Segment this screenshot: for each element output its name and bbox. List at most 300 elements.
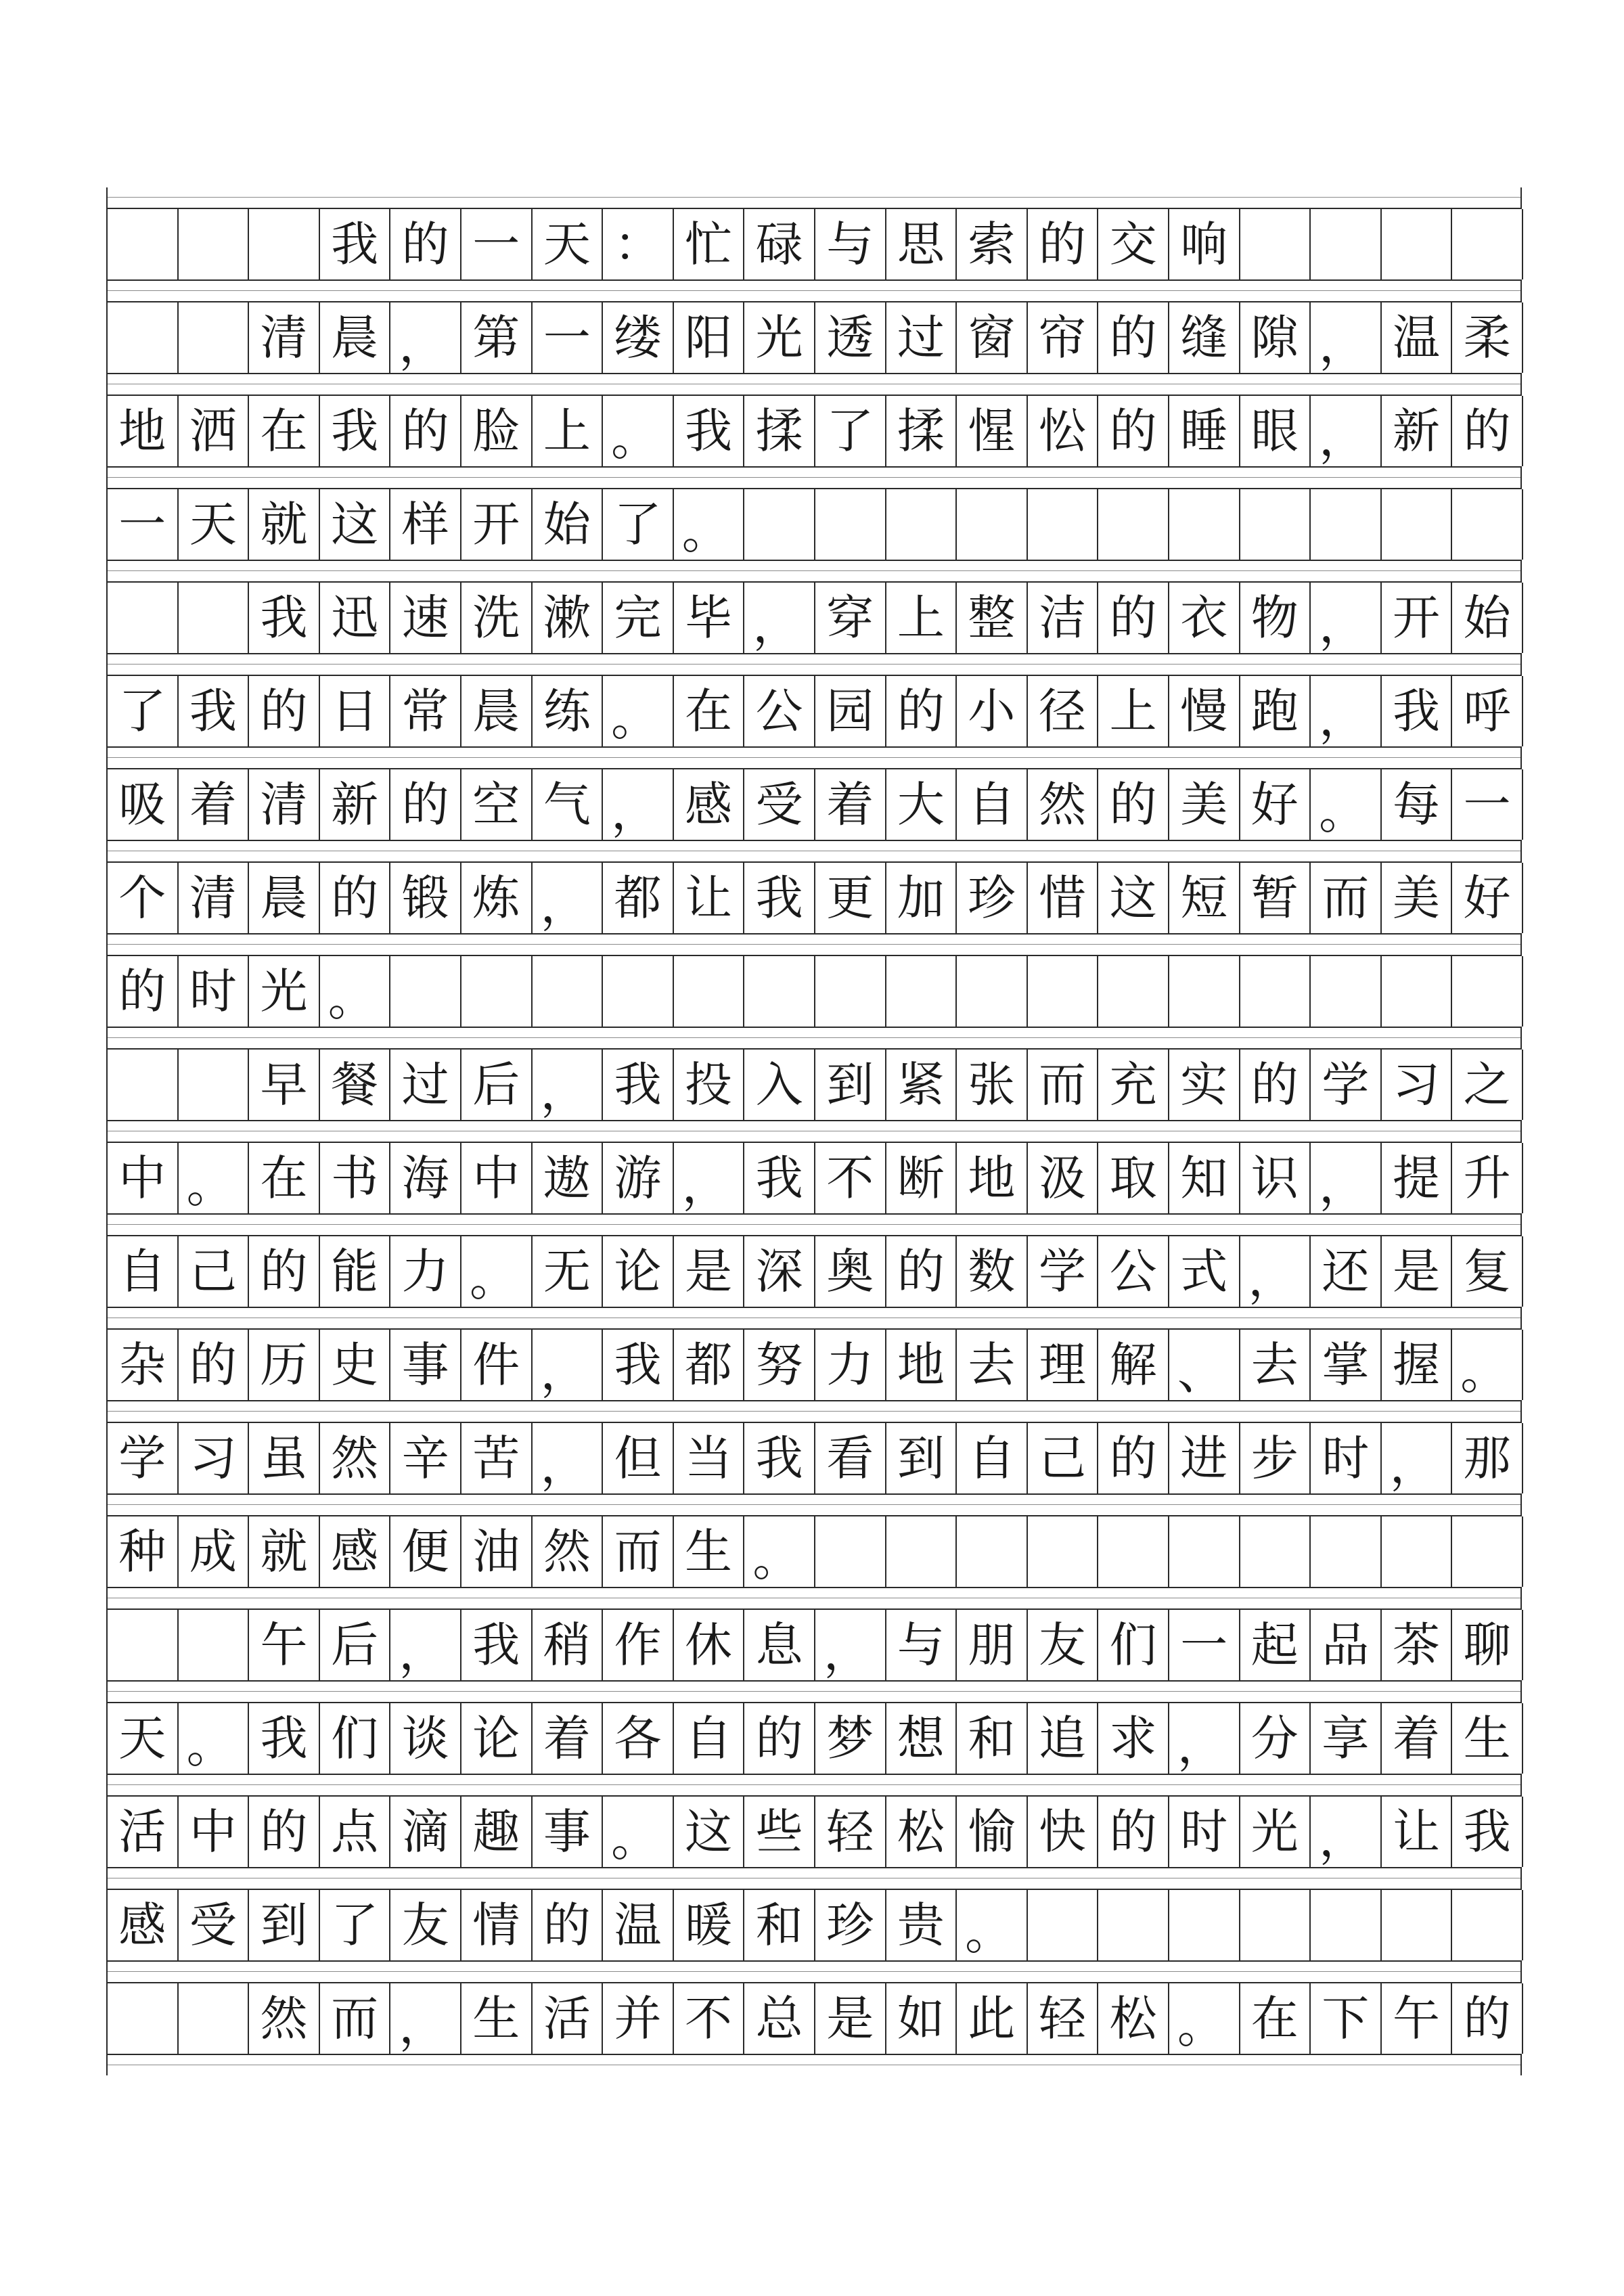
grid-cell: 光 <box>744 302 815 373</box>
grid-cell: 完 <box>603 583 674 653</box>
grid-cell: 始 <box>1452 583 1523 653</box>
grid-cell: 。 <box>179 1143 250 1213</box>
grid-cell: 到 <box>249 1890 320 1960</box>
grid-cell: 握 <box>1382 1330 1453 1400</box>
grid-cell: 和 <box>957 1703 1028 1774</box>
grid-cell: 感 <box>320 1516 391 1587</box>
grid-cell: 每 <box>1382 769 1453 840</box>
grid-cell: 奥 <box>815 1236 886 1307</box>
grid-cell: 清 <box>249 302 320 373</box>
grid-cell: 。 <box>320 956 391 1027</box>
grid-cell: 杂 <box>108 1330 179 1400</box>
empty-grid-cell <box>1311 956 1382 1027</box>
empty-grid-cell <box>108 1983 179 2054</box>
row-spacer <box>106 1682 1522 1702</box>
empty-grid-cell <box>1311 489 1382 560</box>
grid-cell: 。 <box>744 1516 815 1587</box>
grid-cell: 。 <box>1452 1330 1523 1400</box>
empty-grid-cell <box>957 1516 1028 1587</box>
grid-cell: 惜 <box>1028 863 1099 933</box>
grid-cell: 揉 <box>886 396 957 466</box>
grid-cell: 中 <box>179 1797 250 1867</box>
grid-cell: 洁 <box>1028 583 1099 653</box>
grid-row <box>106 1608 1522 1682</box>
grid-cell: 温 <box>1382 302 1453 373</box>
grid-cell: 我 <box>249 1703 320 1774</box>
empty-grid-cell <box>1240 1516 1311 1587</box>
empty-grid-cell <box>744 956 815 1027</box>
grid-cell: 的 <box>533 1890 604 1960</box>
grid-cell: 物 <box>1240 583 1311 653</box>
grid-cell: 梦 <box>815 1703 886 1774</box>
grid-cell: ， <box>815 1610 886 1680</box>
grid-cell: 更 <box>815 863 886 933</box>
grid-row <box>106 1048 1522 1121</box>
empty-grid-cell <box>1311 1516 1382 1587</box>
grid-row <box>106 1142 1522 1215</box>
grid-cell: 过 <box>886 302 957 373</box>
grid-cell: 自 <box>108 1236 179 1307</box>
grid-cell: 休 <box>674 1610 745 1680</box>
grid-cell: 好 <box>1240 769 1311 840</box>
row-spacer <box>106 1215 1522 1235</box>
grid-cell: 复 <box>1452 1236 1523 1307</box>
grid-row <box>106 1422 1522 1495</box>
grid-cell: 作 <box>603 1610 674 1680</box>
grid-cell: 贵 <box>886 1890 957 1960</box>
grid-cell: 我 <box>744 863 815 933</box>
grid-cell: 样 <box>390 489 461 560</box>
grid-cell: ， <box>390 302 461 373</box>
grid-cell: 。 <box>957 1890 1028 1960</box>
grid-cell: 后 <box>461 1050 533 1120</box>
grid-cell: ， <box>1311 396 1382 466</box>
grid-cell: 忙 <box>674 209 745 279</box>
grid-cell: 天 <box>533 209 604 279</box>
empty-grid-cell <box>108 1050 179 1120</box>
grid-cell: 眼 <box>1240 396 1311 466</box>
grid-cell: 的 <box>1028 209 1099 279</box>
grid-cell: 的 <box>179 1330 250 1400</box>
grid-cell: 件 <box>461 1330 533 1400</box>
grid-cell: 我 <box>1452 1797 1523 1867</box>
grid-cell: 大 <box>886 769 957 840</box>
empty-grid-cell <box>108 302 179 373</box>
empty-grid-cell <box>674 956 745 1027</box>
grid-cell: 响 <box>1169 209 1240 279</box>
empty-grid-cell <box>815 489 886 560</box>
grid-cell: 之 <box>1452 1050 1523 1120</box>
grid-row <box>106 1515 1522 1588</box>
grid-cell: 睡 <box>1169 396 1240 466</box>
grid-cell: 滴 <box>390 1797 461 1867</box>
grid-cell: 第 <box>461 302 533 373</box>
grid-cell: 感 <box>674 769 745 840</box>
grid-cell: 自 <box>957 769 1028 840</box>
grid-cell: 中 <box>461 1143 533 1213</box>
grid-cell: 能 <box>320 1236 391 1307</box>
grid-cell: 光 <box>1240 1797 1311 1867</box>
grid-cell: 论 <box>603 1236 674 1307</box>
row-spacer <box>106 748 1522 768</box>
grid-cell: 朋 <box>957 1610 1028 1680</box>
grid-cell: 生 <box>1452 1703 1523 1774</box>
grid-cell: 看 <box>815 1423 886 1493</box>
grid-cell: 到 <box>886 1423 957 1493</box>
grid-cell: 了 <box>320 1890 391 1960</box>
grid-cell: 我 <box>744 1143 815 1213</box>
grid-cell: 迅 <box>320 583 391 653</box>
empty-grid-cell <box>1452 1516 1523 1587</box>
grid-cell: ， <box>603 769 674 840</box>
row-spacer <box>106 1121 1522 1142</box>
empty-grid-cell <box>1098 956 1169 1027</box>
grid-cell: 习 <box>1382 1050 1453 1120</box>
empty-grid-cell <box>886 1516 957 1587</box>
empty-grid-cell <box>1028 956 1099 1027</box>
grid-cell: 提 <box>1382 1143 1453 1213</box>
grid-cell: 透 <box>815 302 886 373</box>
grid-cell: 新 <box>1382 396 1453 466</box>
grid-cell: 友 <box>390 1890 461 1960</box>
grid-cell: 锻 <box>390 863 461 933</box>
grid-cell: 、 <box>1169 1330 1240 1400</box>
empty-grid-cell <box>1169 1890 1240 1960</box>
grid-cell: 然 <box>1028 769 1099 840</box>
grid-cell: 跑 <box>1240 676 1311 746</box>
grid-cell: 吸 <box>108 769 179 840</box>
empty-grid-cell <box>1240 956 1311 1027</box>
grid-cell: 事 <box>533 1797 604 1867</box>
grid-cell: 习 <box>179 1423 250 1493</box>
empty-grid-cell <box>1240 1890 1311 1960</box>
grid-cell: 的 <box>390 396 461 466</box>
grid-cell: 。 <box>1169 1983 1240 2054</box>
empty-grid-cell <box>815 956 886 1027</box>
grid-cell: 但 <box>603 1423 674 1493</box>
grid-row <box>106 955 1522 1028</box>
grid-cell: 园 <box>815 676 886 746</box>
grid-cell: 的 <box>1452 396 1523 466</box>
grid-cell: 美 <box>1169 769 1240 840</box>
grid-cell: 上 <box>533 396 604 466</box>
grid-cell: 时 <box>1169 1797 1240 1867</box>
grid-cell: 茶 <box>1382 1610 1453 1680</box>
grid-cell: 公 <box>1098 1236 1169 1307</box>
grid-cell: 隙 <box>1240 302 1311 373</box>
grid-cell: 公 <box>744 676 815 746</box>
grid-cell: 的 <box>249 1236 320 1307</box>
grid-cell: 索 <box>957 209 1028 279</box>
grid-cell: 漱 <box>533 583 604 653</box>
row-spacer <box>106 841 1522 861</box>
grid-cell: 光 <box>249 956 320 1027</box>
grid-cell: 这 <box>674 1797 745 1867</box>
grid-cell: 洒 <box>179 396 250 466</box>
grid-cell: 好 <box>1452 863 1523 933</box>
grid-cell: 暂 <box>1240 863 1311 933</box>
grid-cell: 游 <box>603 1143 674 1213</box>
empty-grid-cell <box>1240 489 1311 560</box>
grid-cell: 我 <box>603 1050 674 1120</box>
grid-cell: 的 <box>1098 396 1169 466</box>
grid-row <box>106 1702 1522 1775</box>
row-spacer <box>106 1401 1522 1422</box>
grid-cell: 早 <box>249 1050 320 1120</box>
grid-row <box>106 1795 1522 1868</box>
grid-cell: 在 <box>249 396 320 466</box>
grid-cell: 晨 <box>461 676 533 746</box>
grid-row <box>106 581 1522 654</box>
grid-cell: 然 <box>533 1516 604 1587</box>
grid-cell: 练 <box>533 676 604 746</box>
grid-cell: 成 <box>179 1516 250 1587</box>
grid-cell: 品 <box>1311 1610 1382 1680</box>
grid-cell: 气 <box>533 769 604 840</box>
grid-cell: 开 <box>1382 583 1453 653</box>
grid-cell: 天 <box>108 1703 179 1774</box>
grid-cell: 知 <box>1169 1143 1240 1213</box>
grid-cell: 趣 <box>461 1797 533 1867</box>
grid-cell: 们 <box>320 1703 391 1774</box>
grid-cell: ， <box>1311 583 1382 653</box>
grid-cell: 是 <box>1382 1236 1453 1307</box>
empty-grid-cell <box>1028 489 1099 560</box>
grid-cell: 的 <box>390 769 461 840</box>
grid-cell: 碌 <box>744 209 815 279</box>
grid-cell: 历 <box>249 1330 320 1400</box>
grid-cell: 快 <box>1028 1797 1099 1867</box>
grid-cell: 实 <box>1169 1050 1240 1120</box>
grid-cell: 。 <box>1311 769 1382 840</box>
grid-cell: 松 <box>886 1797 957 1867</box>
grid-cell: 了 <box>603 489 674 560</box>
grid-cell: 们 <box>1098 1610 1169 1680</box>
title-row <box>106 208 1522 281</box>
grid-cell: 缝 <box>1169 302 1240 373</box>
grid-cell: 受 <box>179 1890 250 1960</box>
grid-cell: 的 <box>1240 1050 1311 1120</box>
empty-grid-cell <box>1311 209 1382 279</box>
grid-cell: 都 <box>674 1330 745 1400</box>
empty-grid-cell <box>179 1050 250 1120</box>
grid-cell: ： <box>603 209 674 279</box>
grid-cell: 活 <box>108 1797 179 1867</box>
grid-cell: 始 <box>533 489 604 560</box>
grid-cell: 追 <box>1028 1703 1099 1774</box>
grid-cell: 温 <box>603 1890 674 1960</box>
grid-cell: 聊 <box>1452 1610 1523 1680</box>
grid-cell: 让 <box>674 863 745 933</box>
grid-cell: 些 <box>744 1797 815 1867</box>
grid-cell: 事 <box>390 1330 461 1400</box>
grid-cell: 常 <box>390 676 461 746</box>
grid-cell: ， <box>533 1330 604 1400</box>
grid-cell: 时 <box>179 956 250 1027</box>
empty-grid-cell <box>1382 956 1453 1027</box>
grid-row <box>106 1328 1522 1401</box>
grid-cell: 与 <box>815 209 886 279</box>
grid-cell: 是 <box>674 1236 745 1307</box>
grid-cell: 一 <box>1452 769 1523 840</box>
grid-cell: 就 <box>249 489 320 560</box>
empty-grid-cell <box>1382 1890 1453 1960</box>
composition-grid-sheet <box>106 187 1522 2075</box>
grid-cell: 求 <box>1098 1703 1169 1774</box>
grid-cell: 晨 <box>249 863 320 933</box>
grid-cell: 地 <box>108 396 179 466</box>
grid-cell: 与 <box>886 1610 957 1680</box>
grid-cell: 当 <box>674 1423 745 1493</box>
row-spacer <box>106 1495 1522 1515</box>
grid-cell: 在 <box>249 1143 320 1213</box>
grid-cell: 学 <box>1311 1050 1382 1120</box>
empty-grid-cell <box>179 209 250 279</box>
grid-cell: 晨 <box>320 302 391 373</box>
grid-cell: 径 <box>1028 676 1099 746</box>
grid-cell: 而 <box>320 1983 391 2054</box>
grid-cell: 而 <box>1311 863 1382 933</box>
grid-cell: 分 <box>1240 1703 1311 1774</box>
empty-grid-cell <box>179 1983 250 2054</box>
grid-cell: 餐 <box>320 1050 391 1120</box>
grid-cell: 虽 <box>249 1423 320 1493</box>
empty-grid-cell <box>179 302 250 373</box>
empty-grid-cell <box>886 489 957 560</box>
grid-cell: 着 <box>179 769 250 840</box>
grid-cell: 的 <box>1098 302 1169 373</box>
grid-cell: 己 <box>1028 1423 1099 1493</box>
grid-cell: 日 <box>320 676 391 746</box>
empty-grid-cell <box>108 1610 179 1680</box>
row-spacer <box>106 1868 1522 1889</box>
grid-cell: 努 <box>744 1330 815 1400</box>
grid-cell: 便 <box>390 1516 461 1587</box>
grid-cell: 的 <box>1452 1983 1523 2054</box>
grid-cell: 学 <box>108 1423 179 1493</box>
empty-grid-cell <box>1452 956 1523 1027</box>
grid-cell: 加 <box>886 863 957 933</box>
grid-cell: 短 <box>1169 863 1240 933</box>
grid-cell: 惺 <box>957 396 1028 466</box>
grid-cell: 速 <box>390 583 461 653</box>
row-spacer <box>106 654 1522 675</box>
row-spacer <box>106 374 1522 395</box>
grid-cell: 地 <box>957 1143 1028 1213</box>
grid-cell: 呼 <box>1452 676 1523 746</box>
grid-cell: 自 <box>674 1703 745 1774</box>
grid-cell: 汲 <box>1028 1143 1099 1213</box>
grid-cell: 的 <box>249 676 320 746</box>
grid-cell: 我 <box>320 209 391 279</box>
row-spacer <box>106 1308 1522 1328</box>
grid-cell: 并 <box>603 1983 674 2054</box>
grid-cell: 。 <box>179 1703 250 1774</box>
grid-cell: 缕 <box>603 302 674 373</box>
grid-cell: 还 <box>1311 1236 1382 1307</box>
grid-cell: 谈 <box>390 1703 461 1774</box>
grid-cell: 和 <box>744 1890 815 1960</box>
grid-cell: 总 <box>744 1983 815 2054</box>
grid-row <box>106 301 1522 374</box>
grid-cell: 生 <box>461 1983 533 2054</box>
grid-cell: 我 <box>1382 676 1453 746</box>
grid-cell: 都 <box>603 863 674 933</box>
grid-cell: 断 <box>886 1143 957 1213</box>
grid-cell: 苦 <box>461 1423 533 1493</box>
grid-cell: 美 <box>1382 863 1453 933</box>
grid-cell: 然 <box>249 1983 320 2054</box>
grid-cell: 松 <box>1098 1983 1169 2054</box>
grid-cell: 过 <box>390 1050 461 1120</box>
grid-cell: 史 <box>320 1330 391 1400</box>
grid-cell: 珍 <box>957 863 1028 933</box>
grid-cell: 的 <box>744 1703 815 1774</box>
grid-cell: 而 <box>603 1516 674 1587</box>
grid-cell: 我 <box>320 396 391 466</box>
grid-cell: 各 <box>603 1703 674 1774</box>
grid-cell: 开 <box>461 489 533 560</box>
empty-grid-cell <box>744 489 815 560</box>
grid-cell: 而 <box>1028 1050 1099 1120</box>
empty-grid-cell <box>1028 1890 1099 1960</box>
grid-cell: 午 <box>249 1610 320 1680</box>
grid-cell: 海 <box>390 1143 461 1213</box>
grid-cell: 。 <box>461 1236 533 1307</box>
empty-grid-cell <box>533 956 604 1027</box>
grid-cell: ， <box>674 1143 745 1213</box>
grid-cell: 慢 <box>1169 676 1240 746</box>
grid-row <box>106 488 1522 561</box>
grid-cell: 这 <box>320 489 391 560</box>
grid-cell: 自 <box>957 1423 1028 1493</box>
grid-cell: 着 <box>815 769 886 840</box>
grid-cell: 想 <box>886 1703 957 1774</box>
grid-cell: 着 <box>533 1703 604 1774</box>
grid-cell: ， <box>1311 676 1382 746</box>
grid-cell: 一 <box>1169 1610 1240 1680</box>
grid-cell: 的 <box>886 1236 957 1307</box>
row-spacer <box>106 2055 1522 2075</box>
grid-cell: ， <box>533 1423 604 1493</box>
grid-cell: 力 <box>390 1236 461 1307</box>
grid-cell: 的 <box>1098 1423 1169 1493</box>
grid-cell: 遨 <box>533 1143 604 1213</box>
grid-cell: 理 <box>1028 1330 1099 1400</box>
grid-cell: 暖 <box>674 1890 745 1960</box>
grid-cell: 稍 <box>533 1610 604 1680</box>
grid-cell: 整 <box>957 583 1028 653</box>
grid-cell: 后 <box>320 1610 391 1680</box>
grid-cell: 清 <box>249 769 320 840</box>
row-spacer <box>106 281 1522 301</box>
grid-cell: 炼 <box>461 863 533 933</box>
grid-cell: 的 <box>249 1797 320 1867</box>
empty-grid-cell <box>179 1610 250 1680</box>
grid-cell: ， <box>390 1610 461 1680</box>
grid-row <box>106 395 1522 468</box>
grid-cell: 受 <box>744 769 815 840</box>
grid-cell: 小 <box>957 676 1028 746</box>
row-spacer <box>106 561 1522 581</box>
grid-cell: 去 <box>1240 1330 1311 1400</box>
grid-cell: 己 <box>179 1236 250 1307</box>
grid-cell: 思 <box>886 209 957 279</box>
grid-cell: 进 <box>1169 1423 1240 1493</box>
grid-cell: 穿 <box>815 583 886 653</box>
grid-cell: 学 <box>1028 1236 1099 1307</box>
grid-cell: ， <box>533 1050 604 1120</box>
